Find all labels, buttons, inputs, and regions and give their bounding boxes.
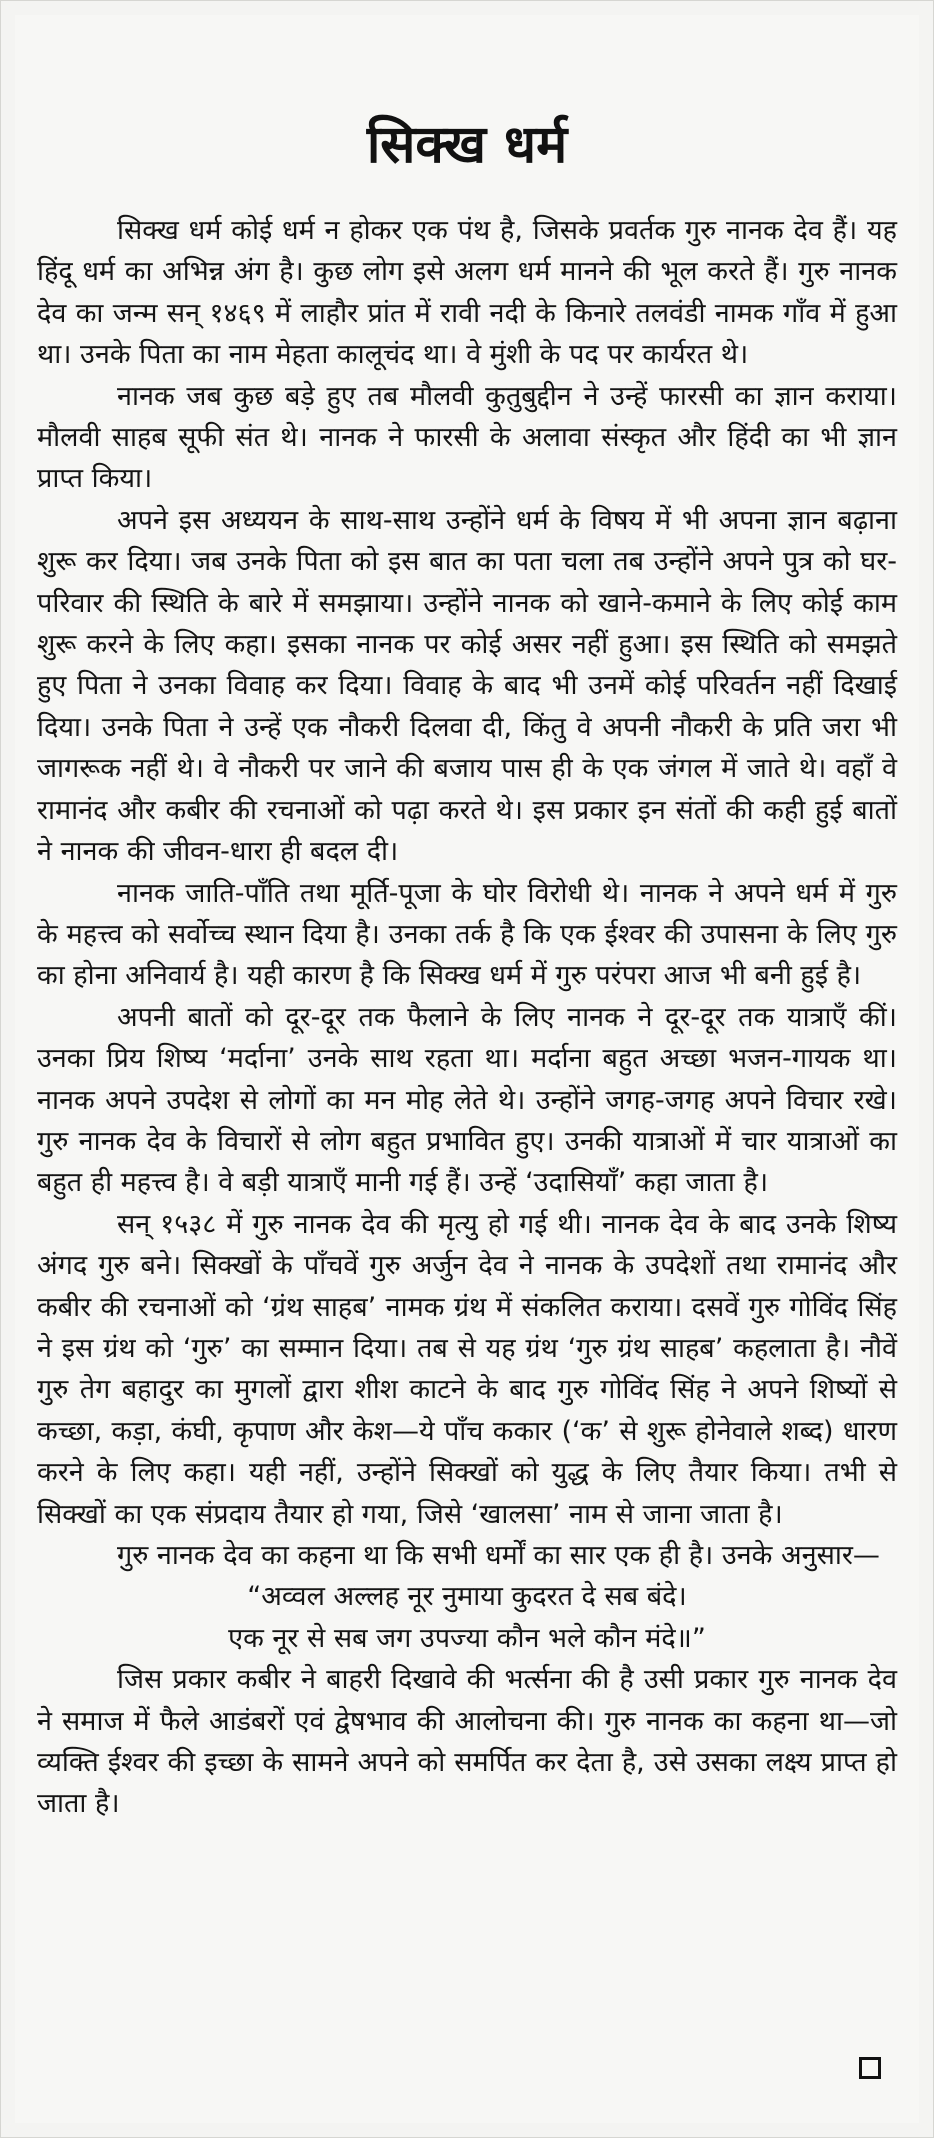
closing-paragraph: जिस प्रकार कबीर ने बाहरी दिखावे की भर्त्सना की है उसी प्रकार गुरु नानक देव ने समाज में फैले आडंबरों एवं द्वेषभाव की आलोचना की। गुरु नानक का कहना था—जो व्यक्ति ईश्वर की इच्छा के सामने अपने को समर्पित कर देता है, उसे उसका लक्ष्य प्राप्त हो जाता है। <box>37 1664 897 1820</box>
paragraph-7: गुरु नानक देव का कहना था कि सभी धर्मों का सार एक ही है। उनके अनुसार— <box>117 1540 880 1571</box>
quote-line-2: एक नूर से सब जग उपज्या कौन भले कौन मंदे॥” <box>228 1622 706 1654</box>
paragraph-1: सिक्ख धर्म कोई धर्म न होकर एक पंथ है, जिसके प्रवर्तक गुरु नानक देव हैं। यह हिंदू धर्म का अभिन्न अंग है। कुछ लोग इसे अलग धर्म मानने की भूल करते हैं। गुरु नानक देव का जन्म सन् १४६९ में लाहौर प्रांत में रावी नदी के किनारे तलवंडी नामक गाँव में हुआ था। उनके पिता का नाम मेहता कालूचंद था। वे मुंशी के पद पर कार्यरत थे। <box>37 215 897 371</box>
quote-line-1: “अव्वल अल्लह नूर नुमाया कुदरत दे सब बंदे। <box>247 1581 687 1613</box>
paragraph-2: नानक जब कुछ बड़े हुए तब मौलवी कुतुबुद्दीन ने उन्हें फारसी का ज्ञान कराया। मौलवी साहब सूफी संत थे। नानक ने फारसी के अलावा संस्कृत और हिंदी का भी ज्ञान प्राप्त किया। <box>37 380 897 495</box>
article-body <box>37 210 897 1825</box>
paragraph-3: अपने इस अध्ययन के साथ-साथ उन्होंने धर्म के विषय में भी अपना ज्ञान बढ़ाना शुरू कर दिया। जब उनके पिता को इस बात का पता चला तब उन्होंने अपने पुत्र को घर-परिवार की स्थिति के बारे में समझाया। उन्होंने नानक को खाने-कमाने के लिए कोई काम शुरू करने के लिए कहा। इसका नानक पर कोई असर नहीं हुआ। इस स्थिति को समझते हुए पिता ने उनका विवाह कर दिया। विवाह के बाद भी उनमें कोई परिवर्तन नहीं दिखाई दिया। उनके पिता ने उन्हें एक नौकरी दिलवा दी, किंतु वे अपनी नौकरी के प्रति जरा भी जागरूक नहीं थे। वे नौकरी पर जाने की बजाय पास ही के एक जंगल में जाते थे। वहाँ वे रामानंद और कबीर की रचनाओं को पढ़ा करते थे। इस प्रकार इन संतों की कही हुई बातों ने नानक की जीवन-धारा ही बदल दी। <box>37 504 897 868</box>
document-sheet <box>15 15 919 2123</box>
paragraph-5: अपनी बातों को दूर-दूर तक फैलाने के लिए नानक ने दूर-दूर तक यात्राएँ कीं। उनका प्रिय शिष्य ‘मर्दाना’ उनके साथ रहता था। मर्दाना बहुत अच्छा भजन-गायक था। नानक अपने उपदेश से लोगों का मन मोह लेते थे। उन्होंने जगह-जगह अपने विचार रखे। गुरु नानक देव के विचारों से लोग बहुत प्रभावित हुए। उनकी यात्राओं में चार यात्राओं का बहुत ही महत्त्व है। वे बड़ी यात्राएँ मानी गई हैं। उन्हें ‘उदासियाँ’ कहा जाता है। <box>37 1001 897 1199</box>
page-title: सिक्ख धर्म <box>366 115 568 175</box>
end-of-article-square-icon <box>859 2057 881 2079</box>
paragraph-4: नानक जाति-पाँति तथा मूर्ति-पूजा के घोर विरोधी थे। नानक ने अपने धर्म में गुरु के महत्त्व को सर्वोच्च स्थान दिया है। उनका तर्क है कि एक ईश्वर की उपासना के लिए गुरु का होना अनिवार्य है। यही कारण है कि सिक्ख धर्म में गुरु परंपरा आज भी बनी हुई है। <box>37 877 897 992</box>
paragraph-6: सन् १५३८ में गुरु नानक देव की मृत्यु हो गई थी। नानक देव के बाद उनके शिष्य अंगद गुरु बने। सिक्खों के पाँचवें गुरु अर्जुन देव ने नानक के उपदेशों तथा रामानंद और कबीर की रचनाओं को ‘ग्रंथ साहब’ नामक ग्रंथ में संकलित कराया। दसवें गुरु गोविंद सिंह ने इस ग्रंथ को ‘गुरु’ का सम्मान दिया। तब से यह ग्रंथ ‘गुरु ग्रंथ साहब’ कहलाता है। नौवें गुरु तेग बहादुर का मुगलों द्वारा शीश काटने के बाद गुरु गोविंद सिंह ने अपने शिष्यों से कच्छा, कड़ा, कंघी, कृपाण और केश—ये पाँच ककार (‘क’ से शुरू होनेवाले शब्द) धारण करने के लिए कहा। यही नहीं, उन्होंने सिक्खों को युद्ध के लिए तैयार किया। तभी से सिक्खों का एक संप्रदाय तैयार हो गया, जिसे ‘खालसा’ नाम से जाना जाता है। <box>37 1208 897 1530</box>
